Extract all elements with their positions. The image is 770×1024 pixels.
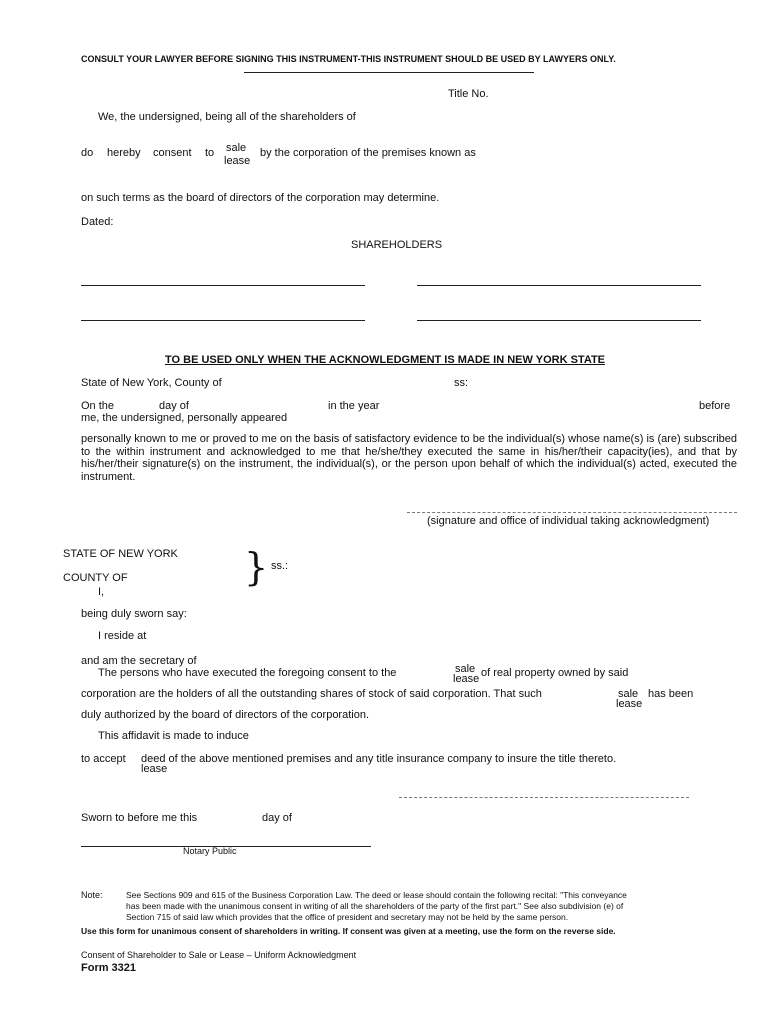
affiant-signature-line[interactable] — [399, 797, 689, 798]
notary-public-label: Notary Public — [183, 846, 237, 856]
affidavit-brace: } — [244, 545, 269, 589]
ack-day-of: day of — [159, 400, 189, 412]
note-line-2: has been made with the unanimous consent in writing of all the shareholders of the party of the first part." See also subdivision (e) of — [126, 901, 624, 911]
header-rule — [244, 72, 534, 73]
consent-option-sale: sale — [226, 142, 247, 154]
sworn-day-of: day of — [262, 812, 292, 824]
affidavit-induce: This affidavit is made to induce — [98, 730, 249, 742]
affidavit-holders: corporation are the holders of all the outstanding shares of stock of said corporation. That such — [81, 688, 542, 700]
shareholder-signature-line-2[interactable] — [417, 285, 701, 286]
ack-signature-caption: (signature and office of individual taking acknowledgment) — [427, 515, 710, 527]
affidavit-persons: The persons who have executed the foregoing consent to the — [98, 667, 397, 679]
affidavit-ss: ss.: — [271, 560, 289, 572]
affidavit-secretary: and am the secretary of — [81, 655, 197, 667]
consent-word-to: to — [205, 147, 215, 159]
ack-on-the: On the — [81, 400, 115, 412]
affidavit-option-sale: sale — [455, 663, 476, 675]
ny-ack-heading: TO BE USED ONLY WHEN THE ACKNOWLEDGMENT IS MADE IN NEW YORK STATE — [165, 354, 606, 366]
ack-signature-line[interactable] — [407, 512, 737, 513]
sworn-before-me: Sworn to before me this — [81, 812, 198, 824]
consent-terms: on such terms as the board of directors of the corporation may determine. — [81, 192, 440, 204]
affidavit-authorized: duly authorized by the board of directors of the corporation. — [81, 709, 370, 721]
ack-body-text: personally known to me or proved to me on the basis of satisfactory evidence to be the individual(s) whose name(s) is (are) subscribed to the within instrument and acknowledged to me that he/she/they executed the same in his/her/their capacity(ies), and that by his/her/their signature(s) on the instrument, the individual(s), or the person upon behalf of which the individual(s) acted, executed the instrument. — [81, 433, 737, 483]
note-line-1: See Sections 909 and 615 of the Business Corporation Law. The deed or lease should contain the following recital: "This conveyance — [126, 890, 627, 900]
shareholders-heading: SHAREHOLDERS — [351, 239, 443, 251]
shareholder-signature-line-3[interactable] — [81, 320, 365, 321]
affidavit-option-sale-2: sale — [618, 688, 639, 700]
ack-before: before — [699, 400, 731, 412]
consent-word-hereby: hereby — [107, 147, 141, 159]
lawyer-warning: CONSULT YOUR LAWYER BEFORE SIGNING THIS INSTRUMENT-THIS INSTRUMENT SHOULD BE USED BY LAWYERS ONLY. — [81, 54, 616, 64]
ack-in-the-year: in the year — [328, 400, 380, 412]
consent-word-do: do — [81, 147, 94, 159]
affidavit-option-lease-2: lease — [616, 698, 643, 710]
note-label: Note: — [81, 890, 103, 900]
affidavit-county: COUNTY OF — [63, 572, 128, 584]
consent-option-lease: lease — [224, 155, 251, 167]
ack-state-county: State of New York, County of — [81, 377, 222, 389]
note-line-3: Section 715 of said law which provides that the office of president and secretary may not be held by the same person. — [126, 912, 569, 922]
consent-intro: We, the undersigned, being all of the shareholders of — [98, 111, 356, 123]
affidavit-deed: deed of the above mentioned premises and any title insurance company to insure the title thereto. — [141, 753, 617, 765]
affidavit-duly-sworn: being duly sworn say: — [81, 608, 187, 620]
title-no-label: Title No. — [448, 88, 489, 100]
affidavit-option-lease: lease — [453, 673, 480, 685]
form-title: Consent of Shareholder to Sale or Lease – Uniform Acknowledgment — [81, 950, 357, 960]
shareholder-signature-line-1[interactable] — [81, 285, 365, 286]
dated-label: Dated: — [81, 216, 114, 228]
ack-ss: ss: — [454, 377, 469, 389]
affidavit-i: I, — [98, 586, 105, 598]
ack-appeared: me, the undersigned, personally appeared — [81, 412, 288, 424]
affidavit-has-been: has been — [648, 688, 694, 700]
affidavit-state: STATE OF NEW YORK — [63, 548, 178, 560]
consent-word-consent: consent — [153, 147, 192, 159]
affidavit-option-lease-3: lease — [141, 763, 168, 775]
shareholder-signature-line-4[interactable] — [417, 320, 701, 321]
affidavit-owned: of real property owned by said — [481, 667, 629, 679]
usage-instruction: Use this form for unanimous consent of shareholders in writing. If consent was given at a meeting, use the form on the reverse side. — [81, 926, 616, 936]
affidavit-accept: to accept — [81, 753, 126, 765]
form-number: Form 3321 — [81, 962, 137, 974]
consent-premises: by the corporation of the premises known as — [260, 147, 476, 159]
affidavit-reside: I reside at — [98, 630, 147, 642]
